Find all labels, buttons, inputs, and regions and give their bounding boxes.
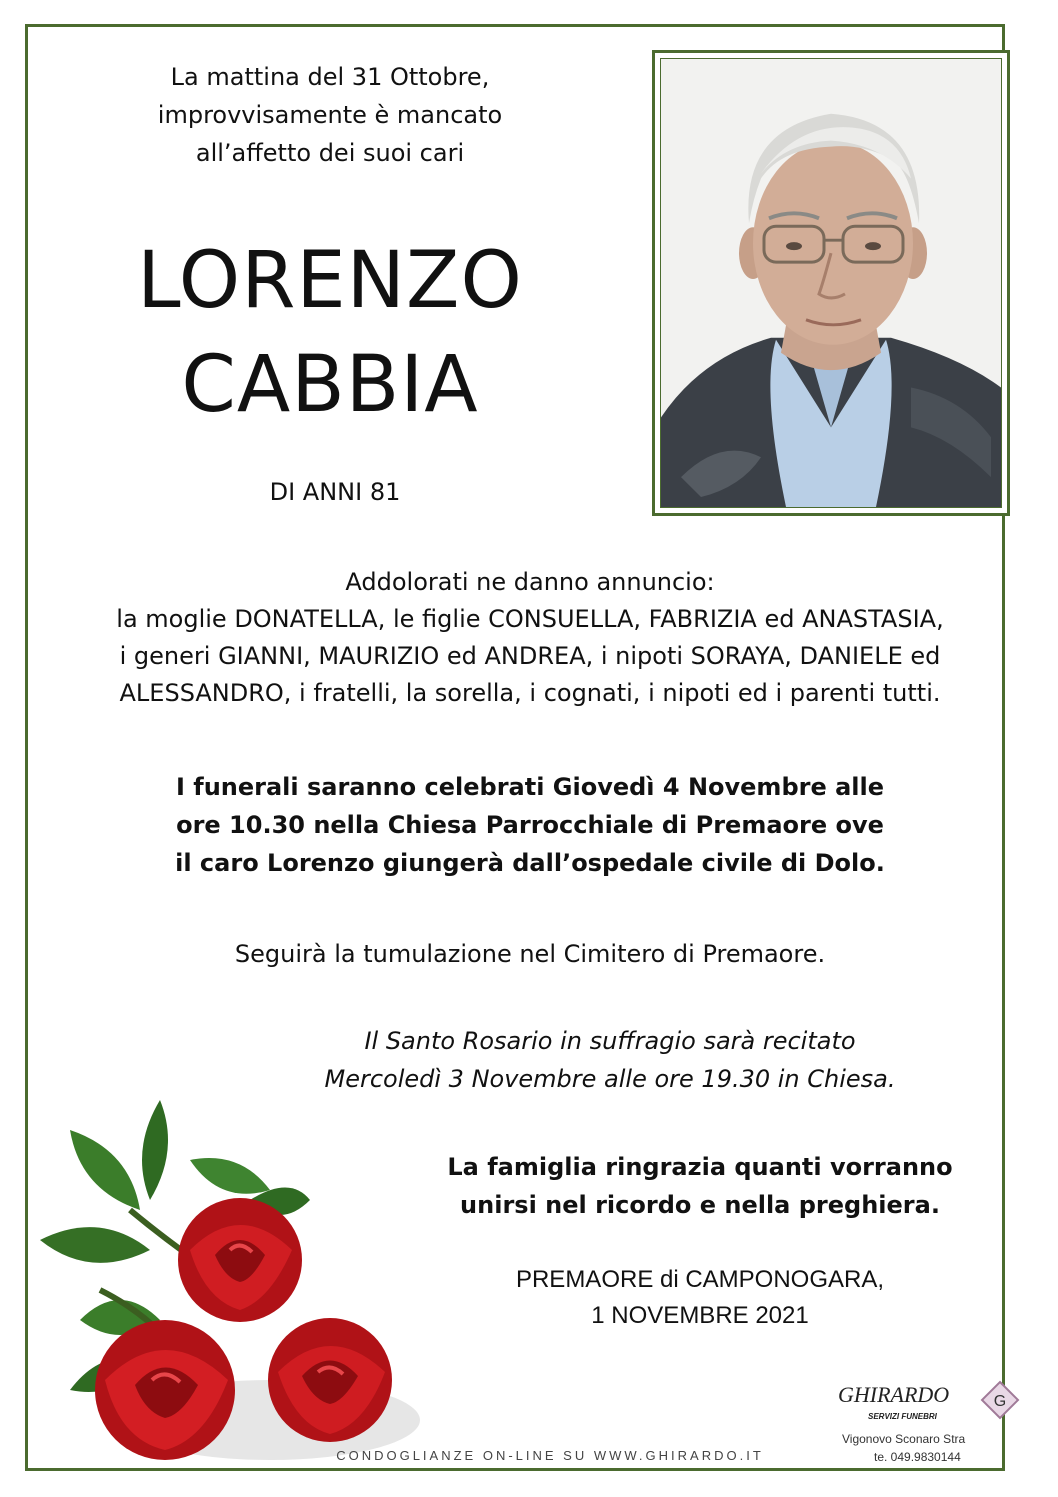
announcement-line-3: i generi GIANNI, MAURIZIO ed ANDREA, i nipoti SORAYA, DANIELE ed <box>119 642 941 670</box>
funeral-details <box>60 768 1000 882</box>
thanks-line-2: unirsi nel ricordo e nella preghiera. <box>460 1191 940 1219</box>
roses-illustration <box>40 1090 420 1470</box>
intro-line-1: La mattina del 31 Ottobre, <box>170 63 490 91</box>
funeral-line-1: I funerali saranno celebrati Giovedì 4 Novembre alle <box>175 773 885 801</box>
roses-icon <box>40 1090 420 1470</box>
thanks-note <box>400 1148 1000 1224</box>
intro-line-2: improvvisamente è mancato <box>157 101 503 129</box>
thanks-line-1: La famiglia ringrazia quanti vorranno <box>447 1153 953 1181</box>
portrait-photo <box>660 58 1002 508</box>
intro-text <box>90 58 570 172</box>
funeral-line-2: ore 10.30 nella Chiesa Parrocchiale di Premaore ove <box>176 811 884 839</box>
deceased-age: DI ANNI 81 <box>269 478 401 506</box>
rosary-line-1: Il Santo Rosario in suffragio sarà recitato <box>364 1027 856 1055</box>
announcement-line-2: la moglie DONATELLA, le figlie CONSUELLA, FABRIZIA ed ANASTASIA, <box>116 605 944 633</box>
announcement <box>60 564 1000 712</box>
portrait-icon <box>661 59 1001 507</box>
announcement-line-4: ALESSANDRO, i fratelli, la sorella, i cognati, i nipoti ed i parenti tutti. <box>119 679 941 707</box>
place-text: PREMAORE di CAMPONOGARA, <box>515 1266 885 1293</box>
logo-name: GHIRARDO <box>838 1382 950 1407</box>
rosary-line-2: Mercoledì 3 Novembre alle ore 19.30 in Chiesa. <box>324 1065 896 1093</box>
logo-towns: Vigonovo Sconaro Stra <box>842 1432 966 1446</box>
funeral-home-logo <box>830 1378 1030 1468</box>
logo-mark-icon <box>980 1380 1020 1420</box>
logo-phone: te. 049.9830144 <box>874 1450 961 1464</box>
intro-line-3: all’affetto dei suoi cari <box>195 139 465 167</box>
date-text: 1 NOVEMBRE 2021 <box>591 1302 809 1329</box>
deceased-last-name: CABBIA <box>181 340 479 430</box>
burial-note: Seguirà la tumulazione nel Cimitero di Premaore. <box>234 940 826 968</box>
funeral-line-3: il caro Lorenzo giungerà dall’ospedale civile di Dolo. <box>175 849 885 877</box>
condolences-link[interactable]: CONDOGLIANZE ON-LINE SU WWW.GHIRARDO.IT <box>336 1448 764 1463</box>
portrait-frame <box>652 50 1010 516</box>
announcement-line-1: Addolorati ne danno annuncio: <box>345 568 715 596</box>
place-and-date <box>470 1262 930 1334</box>
logo-subtitle: SERVIZI FUNEBRI <box>868 1412 937 1421</box>
logo-mark-letter: G <box>993 1393 1007 1410</box>
rosary-note <box>260 1022 960 1098</box>
deceased-first-name: LORENZO <box>137 236 523 326</box>
